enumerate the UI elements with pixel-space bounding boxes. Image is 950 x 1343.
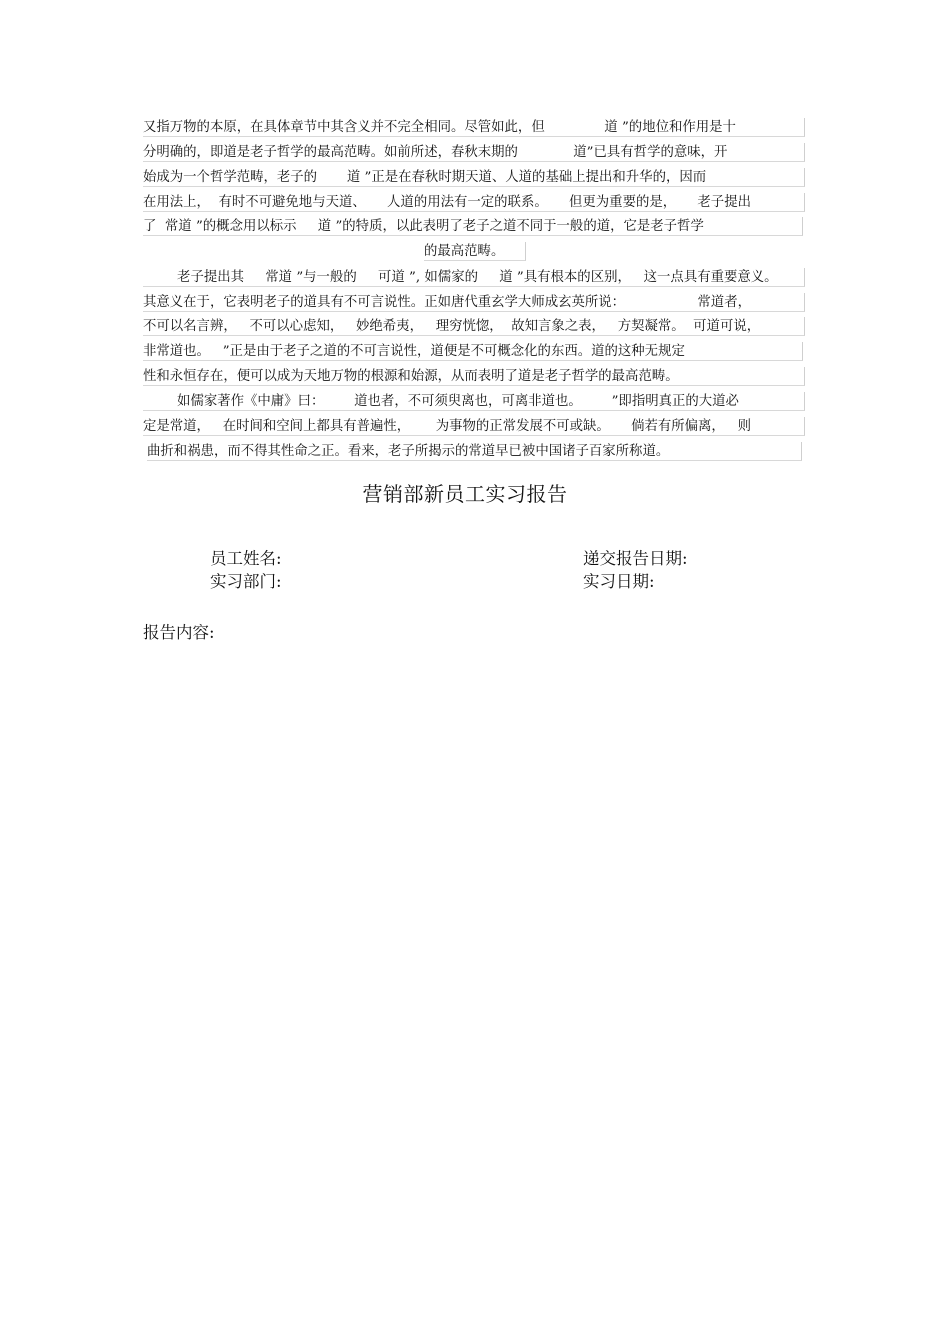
paragraph-line: 始成为一个哲学范畴，老子的 道 ”正是在春秋时期天道、人道的基础上提出和升华的，因而 bbox=[143, 168, 805, 187]
paragraph-line: 其意义在于，它表明老子的道具有不可言说性。正如唐代重玄学大师成玄英所说： 常道者， bbox=[143, 293, 805, 312]
paragraph-line: 如儒家著作《中庸》曰： 道也者，不可须臾离也，可离非道也。 ”即指明真正的大道必 bbox=[143, 392, 805, 411]
report-content-label: 报告内容: bbox=[143, 623, 215, 642]
paragraph-line: 曲折和祸患，而不得其性命之正。看来，老子所揭示的常道早已被中国诸子百家所称道。 bbox=[147, 442, 802, 461]
paragraph-line: 分明确的，即道是老子哲学的最高范畴。如前所述，春秋末期的 道”已具有哲学的意味，开 bbox=[143, 143, 805, 162]
report-title: 营销部新员工实习报告 bbox=[362, 482, 568, 506]
employee-name-label: 员工姓名: bbox=[210, 549, 282, 568]
paragraph-line: 定是常道， 在时间和空间上都具有普遍性， 为事物的正常发展不可或缺。 倘若有所偏离， 则 bbox=[143, 417, 805, 436]
paragraph-line: 不可以名言辨， 不可以心虑知， 妙绝希夷， 理穷恍惚， 故知言象之表， 方契凝常。 可道可说， bbox=[143, 317, 805, 336]
paragraph-line: 性和永恒存在，便可以成为天地万物的根源和始源，从而表明了道是老子哲学的最高范畴。 bbox=[143, 367, 805, 386]
paragraph-line: 了 常道 ”的概念用以标示 道 ”的特质，以此表明了老子之道不同于一般的道，它是老子哲学 bbox=[143, 217, 803, 236]
paragraph-line: 又指万物的本原，在具体章节中其含义并不完全相同。尽管如此，但 道 ”的地位和作用是十 bbox=[143, 118, 805, 137]
paragraph-line: 非常道也。 ”正是由于老子之道的不可言说性，道便是不可概念化的东西。道的这种无规定 bbox=[143, 342, 803, 361]
submit-date-label: 递交报告日期: bbox=[583, 549, 688, 568]
intern-date-label: 实习日期: bbox=[583, 572, 655, 591]
paragraph-line: 的最高范畴。 bbox=[424, 242, 526, 261]
paragraph-line: 老子提出其 常道 ”与一般的 可道 ”, 如儒家的 道 ”具有根本的区别， 这一点具有重要意义。 bbox=[143, 268, 805, 287]
paragraph-line: 在用法上， 有时不可避免地与天道、 人道的用法有一定的联系。 但更为重要的是， 老子提出 bbox=[143, 193, 805, 212]
department-label: 实习部门: bbox=[210, 572, 282, 591]
